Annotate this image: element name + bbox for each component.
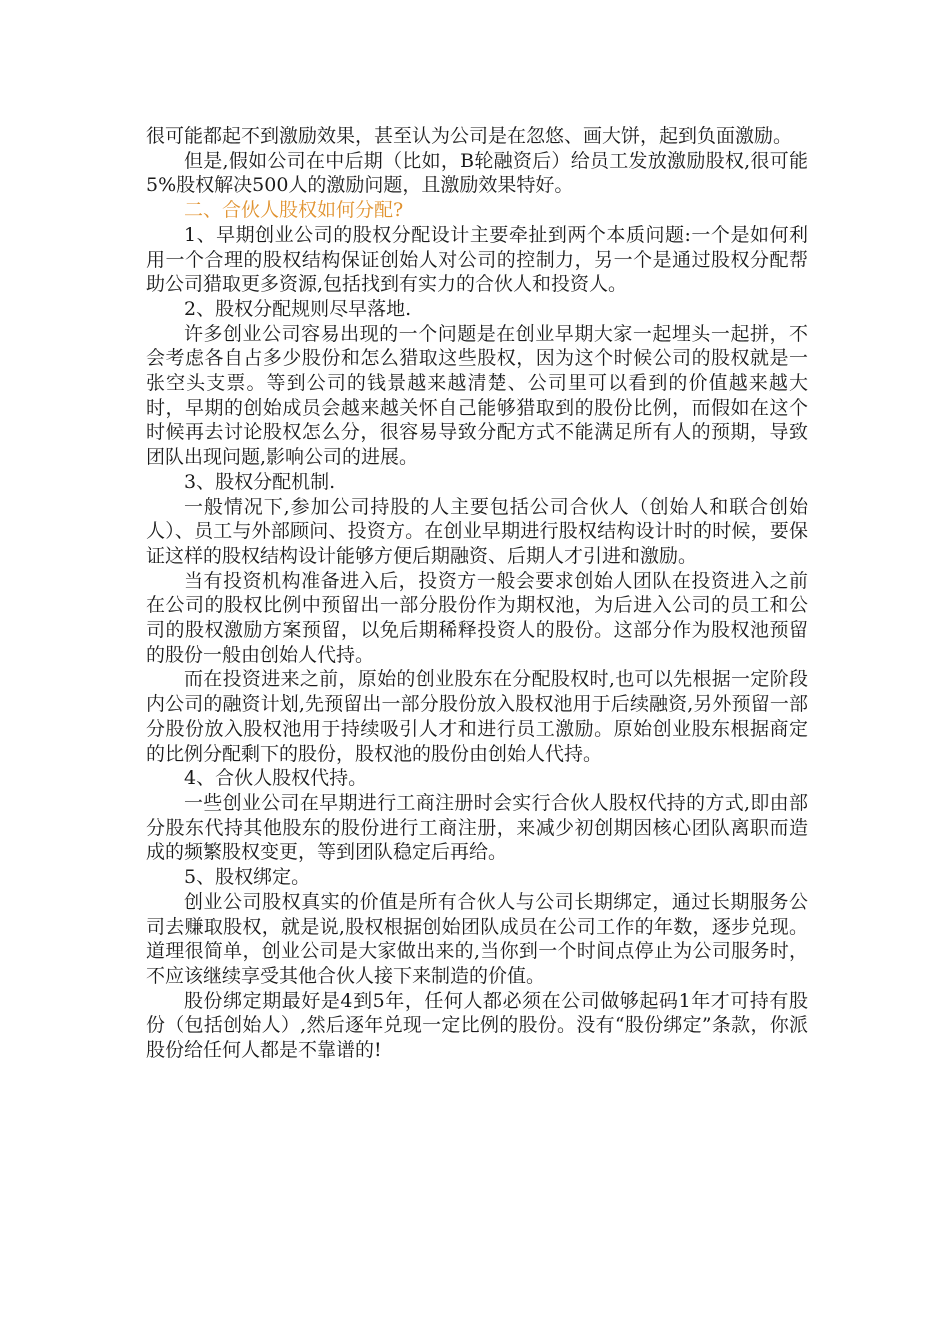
paragraph: 但是,假如公司在中后期（比如，B轮融资后）给员工发放激励股权,很可能5%股权解决500人的激励问题，且激励效果特好。 — [146, 149, 808, 197]
paragraph: 1、早期创业公司的股权分配设计主要牵扯到两个本质问题:一个是如何利用一个合理的股权结构保证创始人对公司的控制力，另一个是通过股权分配帮助公司猎取更多资源,包括找到有实力的合伙人和投资人。 — [146, 223, 808, 296]
subheading: 4、合伙人股权代持。 — [184, 767, 368, 790]
paragraph: 一般情况下,参加公司持股的人主要包括公司合伙人（创始人和联合创始人）、员工与外部顾问、投资方。在创业早期进行股权结构设计时的时候，要保证这样的股权结构设计能够方便后期融资、后期人才引进和激励。 — [146, 495, 808, 567]
paragraph: 一些创业公司在早期进行工商注册时会实行合伙人股权代持的方式,即由部分股东代持其他股东的股份进行工商注册，来减少初创期因核心团队离职而造成的频繁股权变更，等到团队稳定后再给。 — [146, 791, 808, 864]
paragraph: 当有投资机构准备进入后，投资方一般会要求创始人团队在投资进入之前在公司的股权比例中预留出一部分股份作为期权池，为后进入公司的员工和公司的股权激励方案预留，以免后期稀释投资人的股份。这部分作为股权池预留的股份一般由创始人代持。 — [146, 569, 808, 666]
paragraph: 而在投资进来之前，原始的创业股东在分配股权时,也可以先根据一定阶段内公司的融资计划,先预留出一部分股份放入股权池用于后续融资,另外预留一部分股份放入股权池用于持续吸引人才和进行员工激励。原始创业股东根据商定的比例分配剩下的股份，股权池的股份由创始人代持。 — [146, 668, 808, 765]
subheading: 3、股权分配机制. — [184, 470, 336, 493]
document-body — [146, 124, 808, 1063]
subheading: 5、股权绑定。 — [184, 866, 311, 889]
subheading: 2、股权分配规则尽早落地. — [184, 297, 412, 320]
paragraph: 股份绑定期最好是4到5年，任何人都必须在公司做够起码1年才可持有股份（包括创始人）,然后逐年兑现一定比例的股份。没有“股份绑定”条款，你派股份给任何人都是不靠谱的! — [146, 989, 808, 1062]
section-heading: 二、合伙人股权如何分配? — [184, 199, 404, 222]
paragraph: 很可能都起不到激励效果，甚至认为公司是在忽悠、画大饼，起到负面激励。 — [146, 125, 793, 147]
paragraph: 创业公司股权真实的价值是所有合伙人与公司长期绑定，通过长期服务公司去赚取股权，就是说,股权根据创始团队成员在公司工作的年数，逐步兑现。道理很简单，创业公司是大家做出来的,当你到一个时间点停止为公司服务时，不应该继续享受其他合伙人接下来制造的价值。 — [146, 890, 808, 987]
paragraph: 许多创业公司容易出现的一个问题是在创业早期大家一起埋头一起拼，不会考虑各自占多少股份和怎么猎取这些股权，因为这个时候公司的股权就是一张空头支票。等到公司的钱景越来越清楚、公司里可以看到的价值越来越大时，早期的创始成员会越来越关怀自己能够猎取到的股份比例，而假如在这个时候再去讨论股权怎么分，很容易导致分配方式不能满足所有人的预期，导致团队出现问题,影响公司的进展。 — [146, 322, 808, 469]
